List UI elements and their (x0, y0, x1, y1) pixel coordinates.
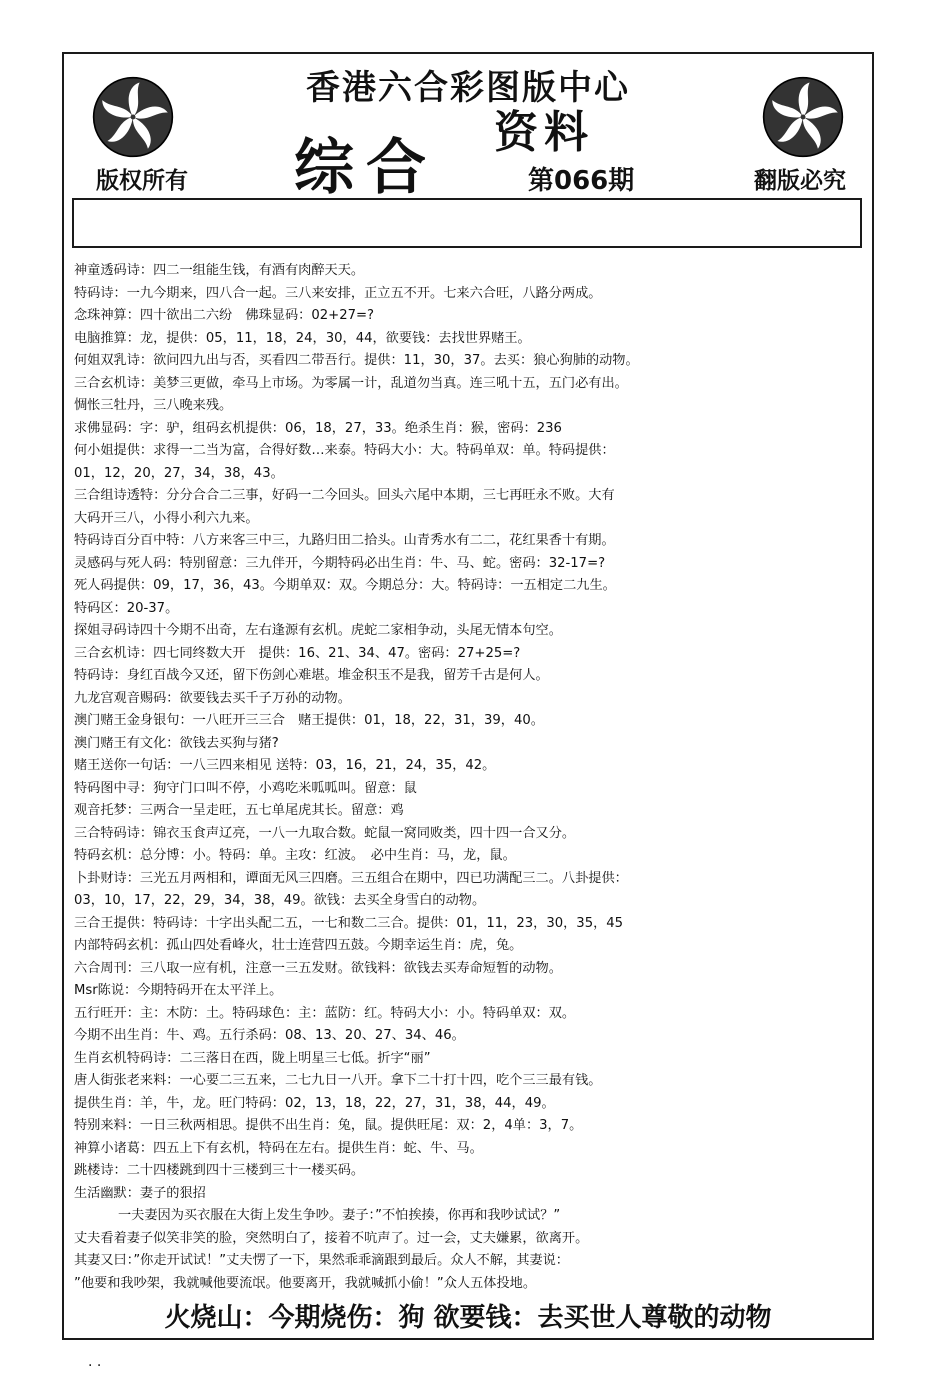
footer-headline: 火烧山：今期烧伤：狗 欲要钱：去买世人尊敬的动物 (164, 1303, 772, 1333)
text-line: 01，12，20，27，34，38，43。 (74, 465, 284, 481)
text-line: 念珠神算：四十欲出二六纷 佛珠显码：02+27=? (74, 308, 375, 323)
main-title-secondary: 资料 (494, 107, 594, 158)
text-line: 生肖玄机特码诗：二三落日在西，陇上明星三七低。折字“丽” (74, 1050, 431, 1066)
text-line: 卜卦财诗：三光五月两相和，谭面无风三四磨。三五组合在期中，四已功满配三二。八卦提供： (74, 870, 628, 886)
text-line: 赌王送你一句话：一八三四来相见 送特：03，16，21，24，35，42。 (74, 758, 496, 773)
text-line: 三合玄机诗：美梦三更做，牵马上市场。为零属一计，乱道勿当真。连三吼十五，五门必有出。 (74, 375, 628, 391)
text-line: 五行旺开：主：木防：土。特码球色：主：蓝防：红。特码大小：小。特码单双：双。 (74, 1005, 576, 1021)
newspaper-sheet (62, 52, 874, 1340)
text-line: 特码诗：一九今期来，四八合一起。三八来安排，正立五不开。七来六合旺，八路分两成。 (74, 285, 602, 301)
masthead (64, 54, 872, 203)
text-line: 三合王提供：特码诗：十字出头配二五，一七和数二三合。提供：01，11，23，30，35，45 (74, 915, 624, 931)
text-line: Msr陈说：今期特码开在太平洋上。 (74, 983, 283, 998)
text-line: 六合周刊：三八取一应有机，注意一三五发财。欲钱料：欲钱去买寿命短暂的动物。 (74, 960, 562, 976)
story-line: ”他要和我吵架，我就喊他要流氓。他要离开，我就喊抓小偷！”众人五体投地。 (74, 1275, 537, 1291)
bauhinia-icon (762, 76, 844, 158)
text-line: 特码诗百分百中特：八方来客三中三，九路归田二拾头。山青秀水有二二，花红果香十有期。 (74, 533, 615, 548)
text-line: 何小姐提供：求得一二当为富，合得好数…来泰。特码大小：大。特码单双：单。特码提供： (74, 443, 615, 458)
text-line: 死人码提供：09，17，36，43。今期单双：双。今期总分：大。特码诗：一五相定二九生。 (74, 578, 616, 593)
text-line: 电脑推算：龙，提供：05，11，18，24，30，44，欲要钱：去找世界赌王。 (74, 330, 531, 346)
page-dots: . . (88, 1354, 102, 1370)
text-line: 九龙宫观音赐码：欲要钱去买千子万孙的动物。 (74, 690, 351, 706)
text-line: 三合组诗透特：分分合合二三事，好码一二今回头。回头六尾中本期，三七再旺永不败。大有 (74, 488, 615, 503)
article-body (74, 260, 868, 1295)
text-line: 跳楼诗：二十四楼跳到四十三楼到三十一楼买码。 (74, 1163, 365, 1178)
text-line: 今期不出生肖：牛、鸡。五行杀码：08、13、20、27、34、46。 (74, 1028, 465, 1043)
text-line: 澳门赌王有文化：欲钱去买狗与猪? (74, 735, 279, 751)
story-line: 一夫妻因为买衣服在大街上发生争吵。妻子：”不怕挨揍，你再和我吵试试？” (118, 1208, 561, 1223)
text-line: 特码诗：身红百战今又还，留下伤剑心难堪。堆金积玉不是我，留芳千古是何人。 (74, 668, 549, 683)
text-line: 惆怅三牡丹，三八晚来残。 (74, 398, 233, 413)
text-line: 神童透码诗：四二一组能生钱，有酒有肉醉天天。 (74, 263, 365, 278)
text-line: 特码玄机：总分博：小。特码：单。主攻：红波。 必中生肖：马，龙，鼠。 (74, 848, 516, 863)
publisher-title: 香港六合彩图版中心 (306, 68, 630, 108)
no-reprint-tag: 翻版必究 (754, 168, 846, 194)
text-line: 观音托梦：三两合一呈走旺，五七单尾虎其长。留意：鸡 (74, 803, 404, 818)
text-line: 何姐双乳诗：欲问四九出与否，买看四二带吾行。提供：11，30，37。去买：狼心狗肺的动物。 (74, 353, 639, 368)
text-line: 特别来料：一日三秋两相思。提供不出生肖：兔，鼠。提供旺尾：双：2，4单：3，7。 (74, 1118, 583, 1133)
text-line: 灵感码与死人码：特别留意：三九伴开，今期特码必出生肖：牛、马、蛇。密码：32-17=? (74, 555, 606, 571)
blank-banner-box (72, 198, 862, 248)
text-line: 唐人街张老来料：一心要二三五来，二七九日一八开。拿下二十打十四，吃个三三最有钱。 (74, 1073, 602, 1088)
text-line: 内部特码玄机：孤山四处看峰火，壮士连营四五鼓。今期幸运生肖：虎，兔。 (74, 938, 523, 953)
text-line: 澳门赌王金身银句：一八旺开三三合 赌王提供：01，18，22，31，39，40。 (74, 713, 544, 728)
text-line: 提供生肖：羊，牛，龙。旺门特码：02，13，18，22，27，31，38，44，49。 (74, 1095, 555, 1111)
text-line: 三合特码诗：锦衣玉食声辽亮，一八一九取合数。蛇鼠一窝同败类，四十四一合又分。 (74, 825, 576, 841)
bauhinia-icon (92, 76, 174, 158)
text-line: 探姐寻码诗四十今期不出奇，左右逢源有玄机。虎蛇二家相争动，头尾无情本句空。 (74, 623, 562, 638)
issue-number: 第066期 (528, 166, 635, 196)
text-line: 大码开三八，小得小利六九来。 (74, 510, 259, 526)
text-line: 特码区：20-37。 (74, 600, 179, 616)
text-line: 神算小诸葛：四五上下有玄机，特码在左右。提供生肖：蛇、牛、马。 (74, 1140, 483, 1156)
text-line: 生活幽默：妻子的狠招 (74, 1185, 206, 1201)
text-line: 特码图中寻：狗守门口叫不停，小鸡吃米呱呱叫。留意：鼠 (74, 780, 417, 796)
story-line: 其妻又曰：”你走开试试！”丈夫愣了一下，果然乖乖滴跟到最后。众人不解，其妻说： (74, 1253, 569, 1268)
story-line: 丈夫看着妻子似笑非笑的脸，突然明白了，接着不吭声了。过一会，丈夫嫌累，欲离开。 (74, 1230, 589, 1246)
text-line: 求佛显码：字：驴，组码玄机提供：06，18，27，33。绝杀生肖：猴，密码：236 (74, 420, 562, 436)
copyright-tag: 版权所有 (96, 168, 188, 194)
text-line: 三合玄机诗：四七同终数大开 提供：16、21、34、47。密码：27+25=? (74, 645, 521, 661)
text-line: 03，10，17，22，29，34，38，49。欲钱：去买全身雪白的动物。 (74, 893, 486, 908)
main-title: 综合 (294, 133, 438, 203)
